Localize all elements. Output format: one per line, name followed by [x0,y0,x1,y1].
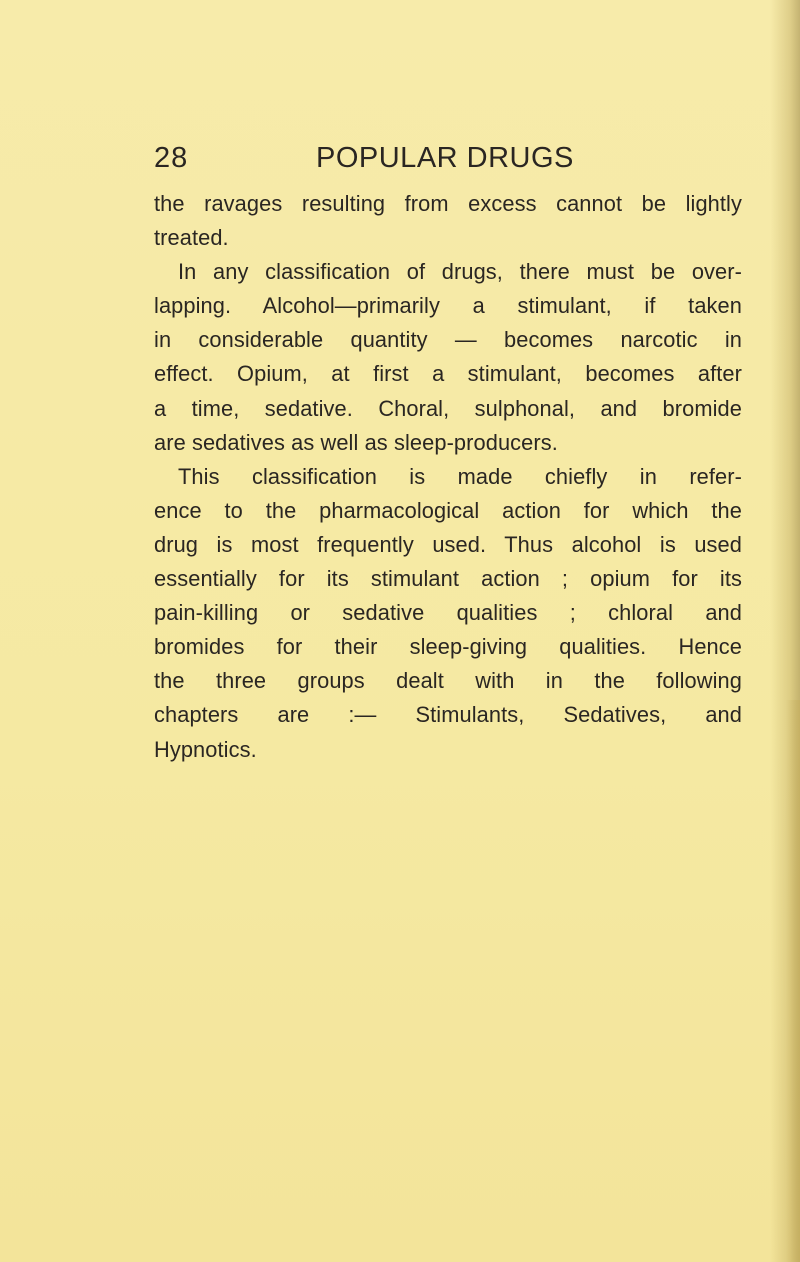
text-line: pain-killing or sedative qualities ; chloral and [154,600,742,626]
text-line: effect. Opium, at first a stimulant, becomes after [154,361,742,387]
page-number: 28 [154,142,189,174]
text-line: This classification is made chiefly in refer- [178,463,742,489]
text-line: In any classification of drugs, there must be over- [178,259,742,285]
running-head [154,138,742,178]
text-line: essentially for its stimulant action ; opium for its [154,566,742,592]
text-line: bromides for their sleep-giving qualities. Hence [154,634,742,660]
text-line: treated. [154,225,229,251]
text-line: a time, sedative. Choral, sulphonal, and bromide [154,395,742,421]
text-line: drug is most frequently used. Thus alcohol is used [154,531,742,557]
text-line: Hypnotics. [154,736,257,762]
body-text [154,187,742,767]
text-line: chapters are :— Stimulants, Sedatives, and [154,702,742,728]
text-line: ence to the pharmacological action for which the [154,497,742,523]
text-line: are sedatives as well as sleep-producers. [154,429,558,455]
text-line: in considerable quantity — becomes narcotic in [154,327,742,353]
text-line: the three groups dealt with in the following [154,668,742,694]
text-line: the ravages resulting from excess cannot be lightly [154,191,742,216]
page-edge-shading [786,700,800,1262]
text-line: lapping. Alcohol—primarily a stimulant, if taken [154,293,742,319]
page-title: POPULAR DRUGS [316,142,574,174]
